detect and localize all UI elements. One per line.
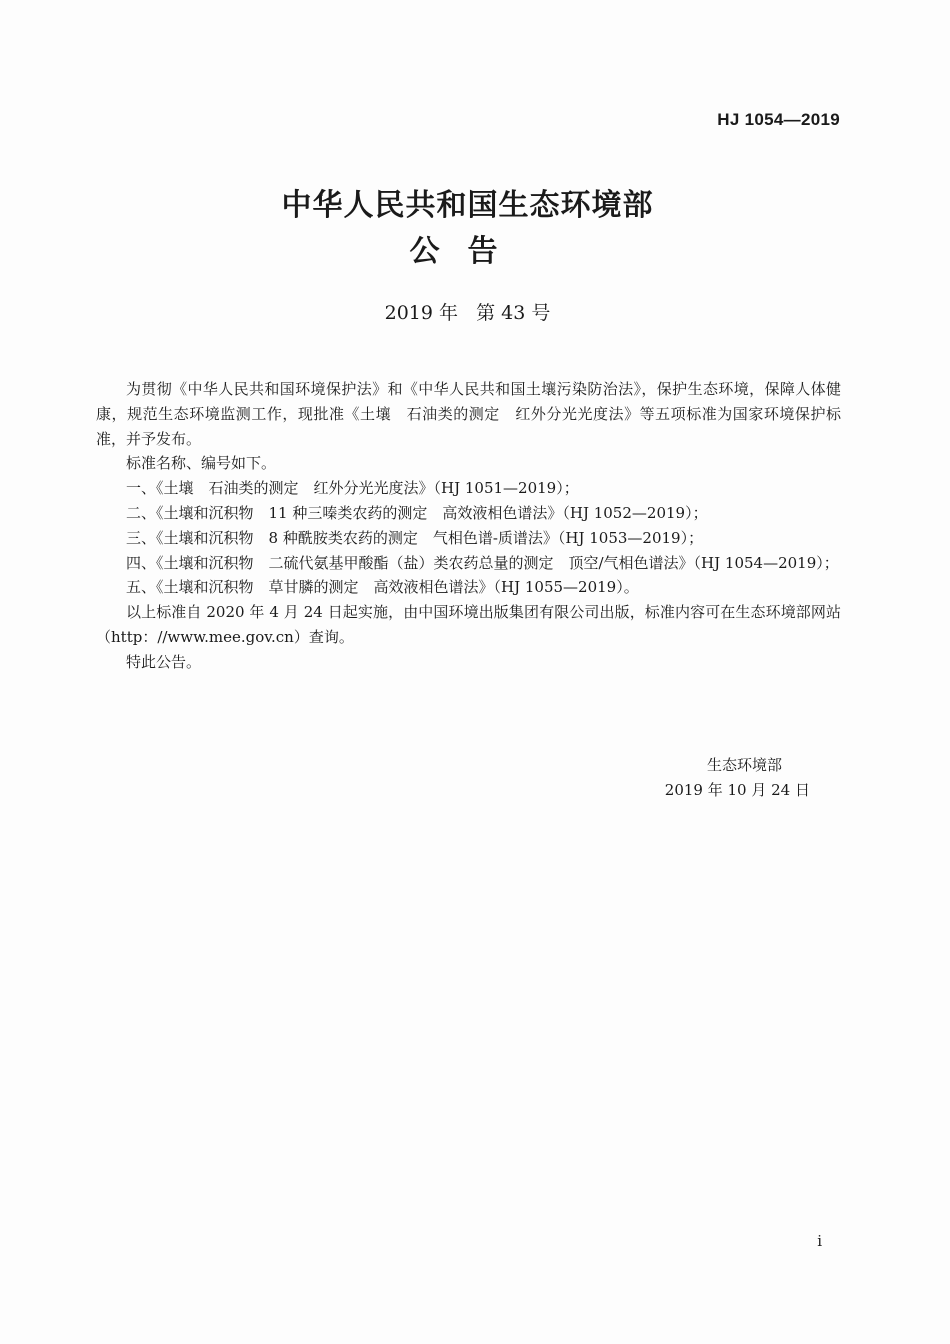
standard-item-2: 二、《土壤和沉积物 11 种三嗪类农药的测定 高效液相色谱法》（HJ 1052—2019）； — [126, 503, 708, 522]
closing-line: 特此公告。 — [126, 652, 202, 671]
announcement-body — [96, 377, 841, 675]
announcement-title: 公告 — [409, 234, 526, 269]
issuer-title: 中华人民共和国生态环境部 — [281, 188, 654, 223]
signature-date: 2019 年 10 月 24 日 — [664, 781, 810, 799]
signature-department: 生态环境部 — [706, 756, 782, 774]
issue-number: 2019 年 第 43 号 — [384, 302, 551, 324]
standard-item-3: 三、《土壤和沉积物 8 种酰胺类农药的测定 气相色谱-质谱法》（HJ 1053—2019）； — [126, 528, 704, 547]
list-intro: 标准名称、编号如下。 — [126, 454, 277, 473]
standard-item-4: 四、《土壤和沉积物 二硫代氨基甲酸酯（盐）类农药总量的测定 顶空/气相色谱法》（HJ 1054—2019）； — [126, 553, 839, 572]
standard-item-1: 一、《土壤 石油类的测定 红外分光光度法》（HJ 1051—2019）； — [126, 479, 579, 498]
standard-item-5: 五、《土壤和沉积物 草甘膦的测定 高效液相色谱法》（HJ 1055—2019）。 — [126, 578, 639, 597]
standard-code: HJ 1054—2019 — [717, 110, 840, 129]
implementation-paragraph: 以上标准自 2020 年 4 月 24 日起实施，由中国环境出版集团有限公司出版，标准内容可在生态环境部网站（http：//www.mee.gov.cn）查询。 — [96, 603, 841, 646]
intro-paragraph: 为贯彻《中华人民共和国环境保护法》和《中华人民共和国土壤污染防治法》，保护生态环境，保障人体健康，规范生态环境监测工作，现批准《土壤 石油类的测定 红外分光光度法》等五项标准为国家环境保护标准，并予发布。 — [96, 380, 841, 448]
page-number: i — [817, 1232, 822, 1250]
